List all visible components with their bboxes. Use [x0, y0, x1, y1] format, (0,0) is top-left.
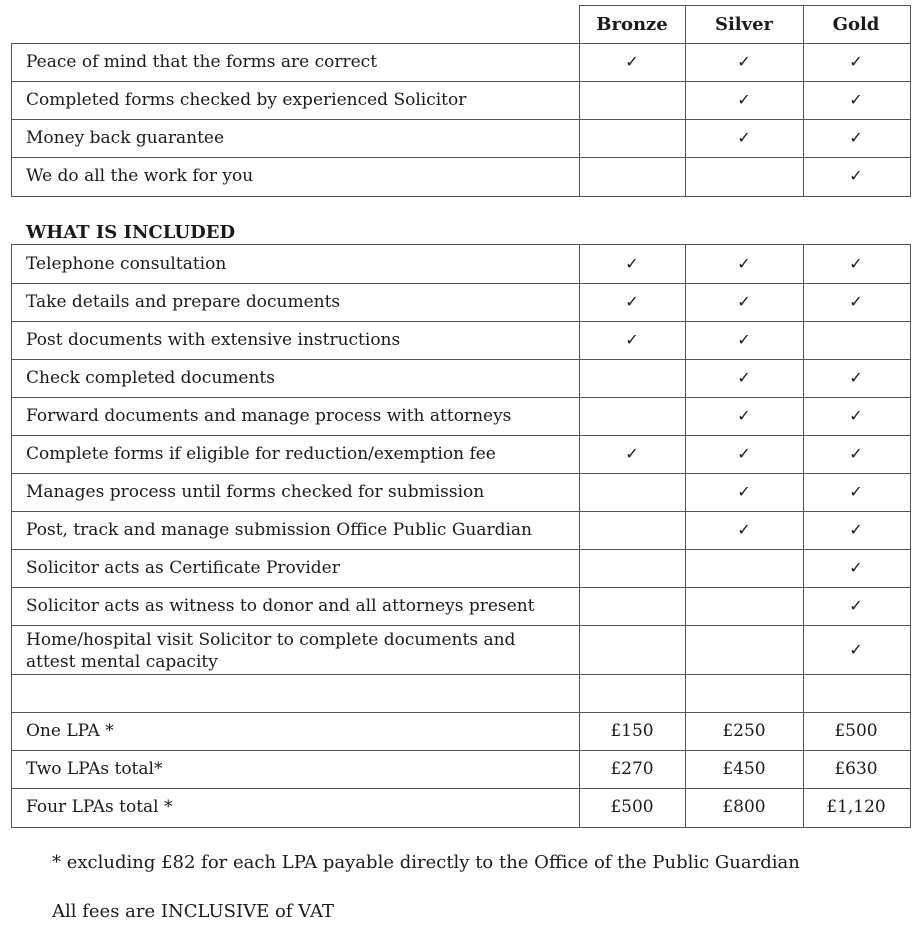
vat-note: All fees are INCLUSIVE of VAT — [52, 901, 334, 922]
included_rows-label: Telephone consultation — [26, 253, 227, 274]
price-gold: £1,120 — [826, 797, 886, 817]
included_rows-label: Post documents with extensive instructions — [26, 330, 401, 350]
price_rows-label: Four LPAs total * — [26, 797, 173, 817]
check-icon: ✓ — [849, 596, 863, 615]
included_rows-cell — [685, 549, 805, 589]
column-header-bronze: Bronze — [596, 14, 668, 35]
check-icon: ✓ — [849, 639, 863, 659]
check-icon: ✓ — [737, 52, 751, 71]
check-icon: ✓ — [625, 52, 639, 71]
check-icon: ✓ — [849, 520, 863, 539]
price-silver: £250 — [722, 721, 766, 741]
included_rows-label: Forward documents and manage process with attorneys — [26, 406, 512, 426]
included_rows-label: Manages process until forms checked for submission — [26, 482, 485, 502]
price_rows-label: One LPA * — [26, 721, 114, 741]
included_rows-cell — [579, 397, 687, 437]
check-icon: ✓ — [737, 253, 751, 273]
price-silver: £800 — [722, 797, 766, 817]
included_rows-cell — [803, 321, 911, 361]
check-icon: ✓ — [849, 52, 863, 71]
check-icon: ✓ — [625, 292, 639, 311]
included_rows-cell — [685, 625, 805, 676]
column-header-gold: Gold — [832, 14, 880, 35]
check-icon: ✓ — [849, 482, 863, 501]
column-header-silver: Silver — [714, 14, 774, 35]
check-icon: ✓ — [849, 166, 863, 185]
spacer-cell — [11, 674, 581, 714]
spacer-cell — [685, 674, 805, 714]
included_rows-cell — [579, 511, 687, 551]
price-silver: £450 — [722, 759, 766, 779]
check-icon: ✓ — [737, 444, 751, 463]
top_rows-cell — [685, 157, 805, 197]
section-title: WHAT IS INCLUDED — [26, 222, 236, 243]
check-icon: ✓ — [625, 444, 639, 463]
included_rows-label: Take details and prepare documents — [26, 292, 341, 312]
check-icon: ✓ — [849, 558, 863, 577]
price-gold: £630 — [834, 759, 878, 779]
check-icon: ✓ — [849, 368, 863, 387]
check-icon: ✓ — [849, 90, 863, 109]
top_rows-cell — [579, 119, 687, 159]
top_rows-label: We do all the work for you — [26, 166, 254, 186]
included_rows-label: Solicitor acts as Certificate Provider — [26, 558, 340, 578]
check-icon: ✓ — [849, 253, 863, 273]
check-icon: ✓ — [849, 128, 863, 147]
included_rows-cell — [579, 625, 687, 676]
included_rows-cell — [579, 587, 687, 627]
price-gold: £500 — [834, 721, 878, 741]
included_rows-label: Complete forms if eligible for reduction/exemption fee — [26, 444, 496, 464]
check-icon: ✓ — [849, 406, 863, 425]
check-icon: ✓ — [849, 292, 863, 311]
check-icon: ✓ — [737, 406, 751, 425]
check-icon: ✓ — [625, 253, 639, 273]
check-icon: ✓ — [737, 482, 751, 501]
check-icon: ✓ — [737, 90, 751, 109]
check-icon: ✓ — [737, 292, 751, 311]
included_rows-cell — [579, 473, 687, 513]
included_rows-cell — [579, 549, 687, 589]
included_rows-label: Post, track and manage submission Office Public Guardian — [26, 520, 533, 540]
top_rows-cell — [579, 157, 687, 197]
check-icon: ✓ — [737, 368, 751, 387]
included_rows-label: Check completed documents — [26, 368, 275, 388]
top_rows-cell — [579, 81, 687, 121]
price-bronze: £150 — [610, 721, 654, 741]
top_rows-label: Completed forms checked by experienced Solicitor — [26, 90, 467, 110]
price-bronze: £500 — [610, 797, 654, 817]
spacer-cell — [579, 674, 687, 714]
included_rows-label: Home/hospital visit Solicitor to complete documents and — [26, 630, 516, 650]
included_rows-cell — [579, 359, 687, 399]
spacer-cell — [803, 674, 911, 714]
footnote: * excluding £82 for each LPA payable directly to the Office of the Public Guardian — [52, 852, 800, 873]
top_rows-label: Money back guarantee — [26, 128, 225, 148]
check-icon: ✓ — [849, 444, 863, 463]
included_rows-label: Solicitor acts as witness to donor and all attorneys present — [26, 596, 535, 616]
included_rows-cell — [685, 587, 805, 627]
check-icon: ✓ — [737, 128, 751, 147]
price-bronze: £270 — [610, 759, 654, 779]
top_rows-label: Peace of mind that the forms are correct — [26, 52, 378, 72]
check-icon: ✓ — [737, 520, 751, 539]
price_rows-label: Two LPAs total* — [26, 759, 163, 779]
check-icon: ✓ — [625, 330, 639, 349]
check-icon: ✓ — [737, 330, 751, 349]
included_rows-label: attest mental capacity — [26, 652, 218, 672]
